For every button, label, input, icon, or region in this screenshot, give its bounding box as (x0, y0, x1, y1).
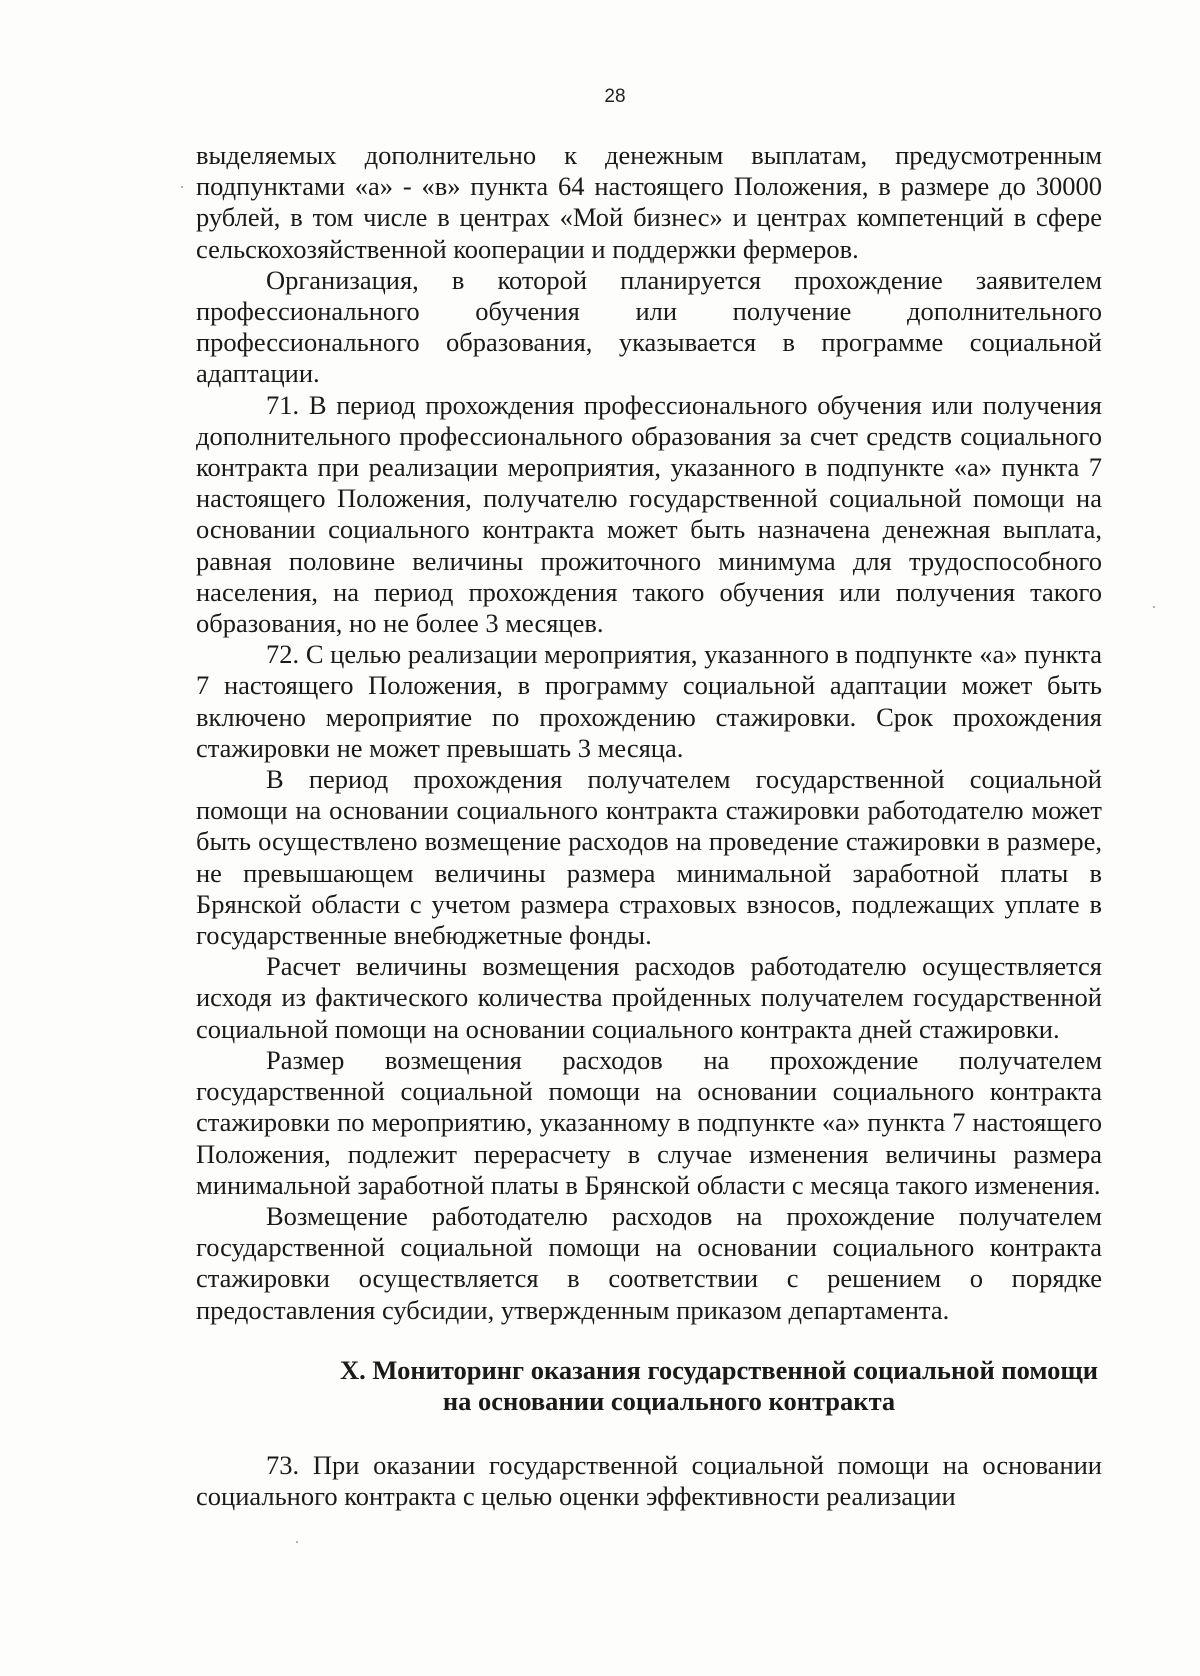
page-number: 28 (604, 86, 626, 107)
scan-speck (1153, 606, 1155, 608)
paragraph-72: 72. С целью реализации мероприятия, указанного в подпункте «а» пункта 7 настоящего Положения, в программу социальной адаптации может быть включено мероприятие по прохождению стажировки. Срок прохождения стажировки не может превышать 3 месяца. (196, 639, 1102, 763)
scan-speck (296, 1541, 298, 1543)
scan-speck (181, 186, 183, 188)
section-heading-line-2: на основании социального контракта (442, 1385, 896, 1416)
paragraph-internship-reimbursement: В период прохождения получателем государственной социальной помощи на основании социального контракта стажировки работодателю может быть осуществлено возмещение расходов на проведение стажировки в размере, не превышающем величины размера минимальной заработной платы в Брянской области с учетом размера страховых взносов, подлежащих уплате в государственные внебюджетные фонды. (196, 764, 1102, 951)
paragraph-continuation: выделяемых дополнительно к денежным выплатам, предусмотренным подпунктами «а» - «в» пункта 64 настоящего Положения, в размере до 30000 рублей, в том числе в центрах «Мой бизнес» и центрах компетенций в сфере сельскохозяйственной кооперации и поддержки фермеров. (196, 140, 1102, 264)
paragraph-reimbursement-procedure: Возмещение работодателю расходов на прохождение получателем государственной социальной помощи на основании социального контракта стажировки осуществляется в соответствии с решением о порядке предоставления субсидии, утвержденным приказом департамента. (196, 1200, 1102, 1325)
section-heading-line-1: X. Мониторинг оказания государственной социальной помощи (340, 1354, 1098, 1385)
paragraph-reimbursement-calculation: Расчет величины возмещения расходов работодателю осуществляется исходя из фактического количества пройденных получателем государственной социальной помощи на основании социального контракта дней стажировки. (196, 951, 1102, 1044)
paragraph-71: 71. В период прохождения профессионального обучения или получения дополнительного профессионального образования за счет средств социального контракта при реализации мероприятия, указанного в подпункте «а» пункта 7 настоящего Положения, получателю государственной социальной помощи на основании социального контракта может быть назначена денежная выплата, равная половине величины прожиточного минимума для трудоспособного населения, на период прохождения такого обучения или получения такого образования, но не более 3 месяцев. (196, 389, 1102, 639)
paragraph-organization: Организация, в которой планируется прохождение заявителем профессионального обучения или получение дополнительного профессионального образования, указывается в программе социальной адаптации. (196, 264, 1102, 389)
document-body (196, 140, 1102, 1513)
paragraph-reimbursement-recalculation: Размер возмещения расходов на прохождение получателем государственной социальной помощи на основании социального контракта стажировки по мероприятию, указанному в подпункте «а» пункта 7 настоящего Положения, подлежит перерасчету в случае изменения величины размера минимальной заработной платы в Брянской области с месяца такого изменения. (196, 1044, 1102, 1200)
paragraph-73: 73. При оказании государственной социальной помощи на основании социального контракта с целью оценки эффективности реализации (196, 1450, 1102, 1512)
section-heading (196, 1326, 1102, 1417)
